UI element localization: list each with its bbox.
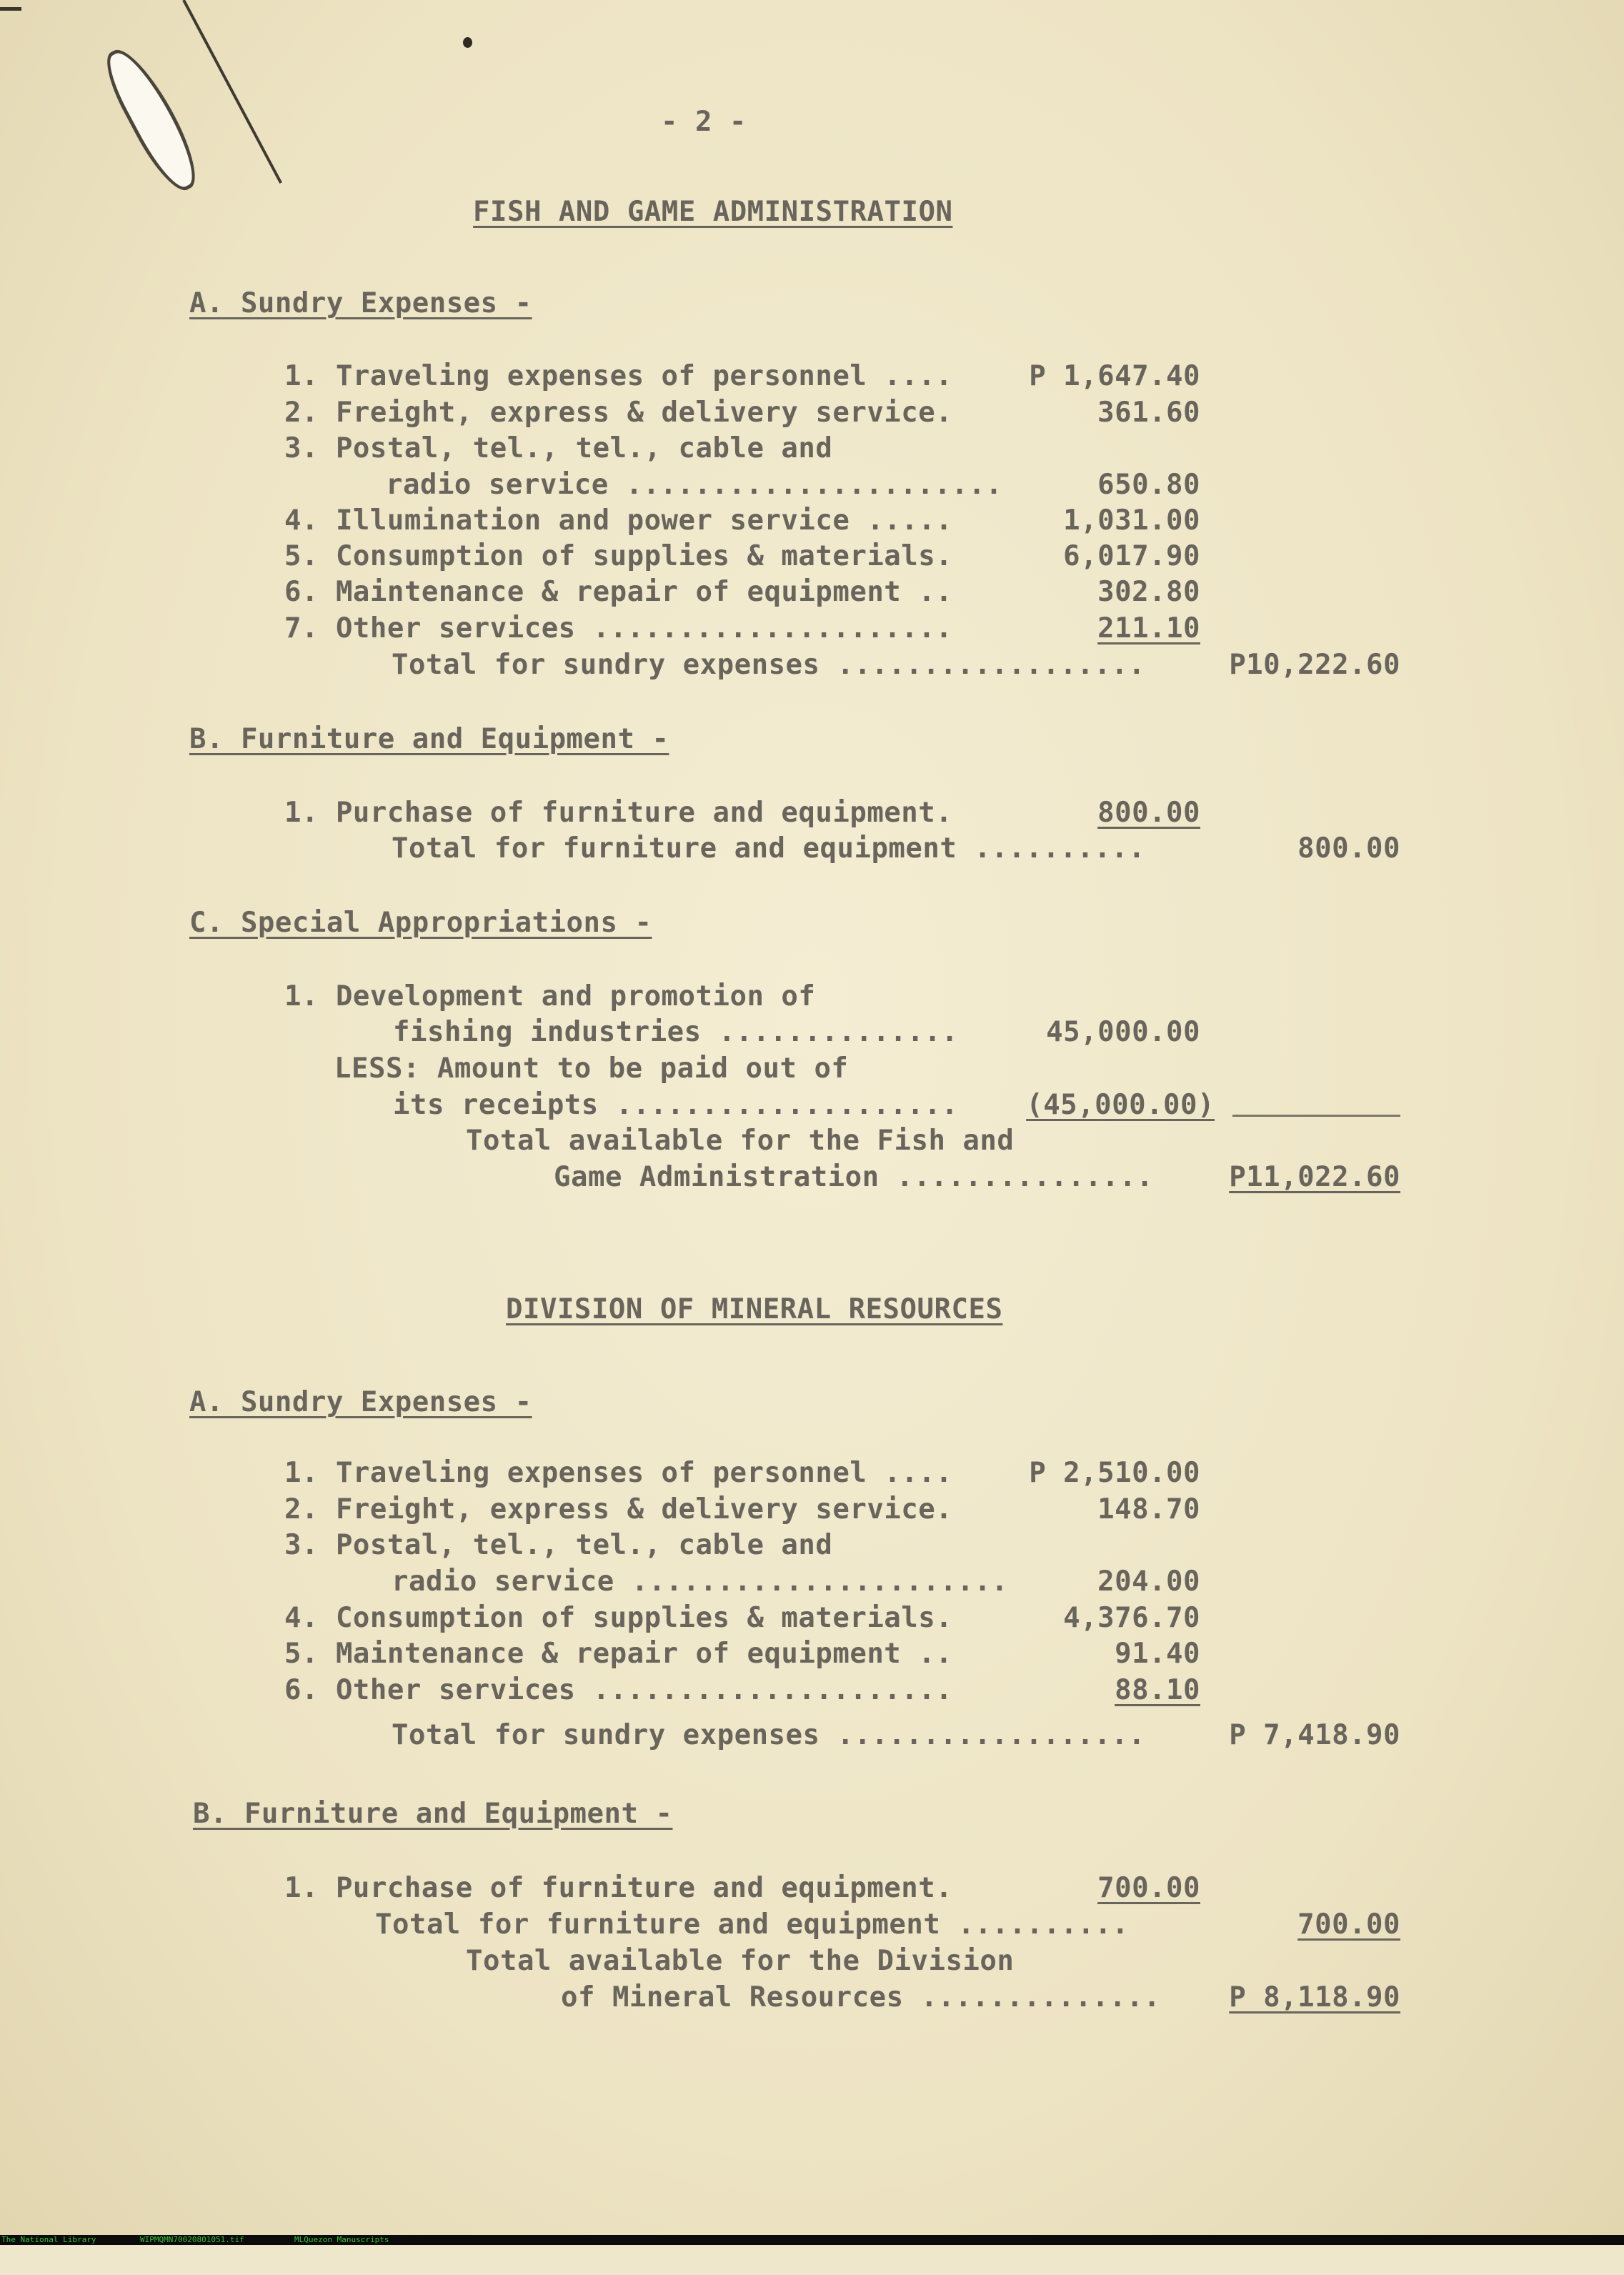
mineral-furniture-item: 1. Purchase of furniture and equipment.: [284, 1872, 953, 1904]
mineral-sundry-item: 3. Postal, tel., tel., cable and: [284, 1529, 833, 1561]
fish-sundry-item: 3. Postal, tel., tel., cable and: [284, 432, 833, 464]
mineral-total-label: of Mineral Resources ..............: [561, 1981, 1161, 2013]
section-title-fish-game: FISH AND GAME ADMINISTRATION: [473, 196, 953, 228]
fish-sundry-amount: P 1,647.40: [1029, 360, 1200, 392]
mineral-sundry-amount: 204.00: [1097, 1565, 1200, 1598]
mineral-sundry-item: 5. Maintenance & repair of equipment ..: [284, 1638, 953, 1670]
fish-sundry-item: 2. Freight, express & delivery service.: [284, 397, 953, 429]
mineral-sundry-item: 2. Freight, express & delivery service.: [284, 1493, 953, 1525]
fish-sundry-amount: 302.80: [1097, 576, 1200, 608]
mineral-sundry-total: P 7,418.90: [1229, 1719, 1400, 1751]
mineral-sundry-amount: 91.40: [1115, 1638, 1200, 1670]
torn-hole: [101, 45, 204, 194]
fish-sundry-item: 1. Traveling expenses of personnel ....: [284, 360, 953, 392]
fish-sundry-item: 6. Maintenance & repair of equipment ..: [284, 576, 953, 608]
fish-sundry-amount: 650.80: [1097, 469, 1200, 501]
fish-special-heading: C. Special Appropriations -: [189, 907, 652, 939]
mineral-grand-total: P 8,118.90: [1229, 1981, 1400, 2013]
fish-sundry-item: 7. Other services .....................: [284, 612, 953, 644]
section-title-mineral: DIVISION OF MINERAL RESOURCES: [506, 1293, 1003, 1325]
fish-sundry-item: 4. Illumination and power service .....: [284, 504, 953, 537]
mineral-sundry-item: 6. Other services .....................: [284, 1674, 953, 1706]
fish-special-line: fishing industries ..............: [393, 1016, 959, 1048]
fish-grand-total: P11,022.60: [1229, 1161, 1400, 1193]
fish-total-label: Total available for the Fish and: [466, 1125, 1015, 1157]
fish-special-line: 1. Development and promotion of: [284, 980, 816, 1012]
mineral-furniture-heading: B. Furniture and Equipment -: [193, 1798, 673, 1830]
paper-crease: [182, 0, 282, 184]
mineral-sundry-amount: 88.10: [1115, 1674, 1200, 1706]
fish-furniture-total-label: Total for furniture and equipment ..........: [392, 832, 1146, 865]
footer-collection: MLQuezon Manuscripts: [294, 2235, 389, 2244]
fish-sundry-total-label: Total for sundry expenses ..................: [392, 649, 1146, 681]
footer-library: The National Library: [1, 2235, 96, 2244]
fish-sundry-total: P10,222.60: [1229, 649, 1400, 681]
paper-mark: [0, 7, 21, 11]
mineral-sundry-amount: P 2,510.00: [1029, 1457, 1200, 1489]
mineral-sundry-item: radio service ......................: [392, 1565, 1009, 1598]
fish-special-line: LESS: Amount to be paid out of: [334, 1052, 849, 1085]
fish-furniture-total: 800.00: [1297, 832, 1400, 865]
scan-footer-bar: [0, 2235, 1624, 2245]
mineral-sundry-amount: 148.70: [1097, 1493, 1200, 1525]
fish-total-label: Game Administration ...............: [554, 1161, 1154, 1193]
fish-furniture-item-amount: 800.00: [1097, 797, 1200, 829]
fish-special-blank-rule: [1232, 1115, 1400, 1117]
mineral-furniture-total-label: Total for furniture and equipment ..........: [375, 1908, 1130, 1941]
fish-sundry-item: 5. Consumption of supplies & materials.: [284, 540, 953, 572]
footer-filename: WIPMQMN70020801051.tif: [140, 2235, 244, 2244]
ink-dot: [463, 37, 472, 48]
mineral-sundry-total-label: Total for sundry expenses ..................: [392, 1719, 1146, 1751]
fish-special-line: its receipts ....................: [393, 1089, 959, 1121]
fish-sundry-amount: 1,031.00: [1063, 504, 1200, 537]
mineral-furniture-total: 700.00: [1297, 1908, 1400, 1941]
mineral-sundry-item: 4. Consumption of supplies & materials.: [284, 1602, 953, 1634]
fish-sundry-amount: 361.60: [1097, 397, 1200, 429]
fish-special-amount: 45,000.00: [1046, 1016, 1200, 1048]
fish-sundry-heading: A. Sundry Expenses -: [189, 287, 532, 319]
fish-sundry-amount: 211.10: [1097, 612, 1200, 644]
fish-furniture-item: 1. Purchase of furniture and equipment.: [284, 797, 953, 829]
fish-sundry-item: radio service ......................: [386, 469, 1003, 501]
mineral-total-label: Total available for the Division: [466, 1945, 1015, 1977]
fish-sundry-amount: 6,017.90: [1063, 540, 1200, 572]
fish-furniture-heading: B. Furniture and Equipment -: [189, 723, 669, 755]
mineral-furniture-item-amount: 700.00: [1097, 1872, 1200, 1904]
mineral-sundry-item: 1. Traveling expenses of personnel ....: [284, 1457, 953, 1489]
page-number: - 2 -: [661, 106, 747, 138]
fish-special-less-amount: (45,000.00): [1026, 1089, 1215, 1121]
mineral-sundry-heading: A. Sundry Expenses -: [189, 1386, 532, 1418]
mineral-sundry-amount: 4,376.70: [1063, 1602, 1200, 1634]
